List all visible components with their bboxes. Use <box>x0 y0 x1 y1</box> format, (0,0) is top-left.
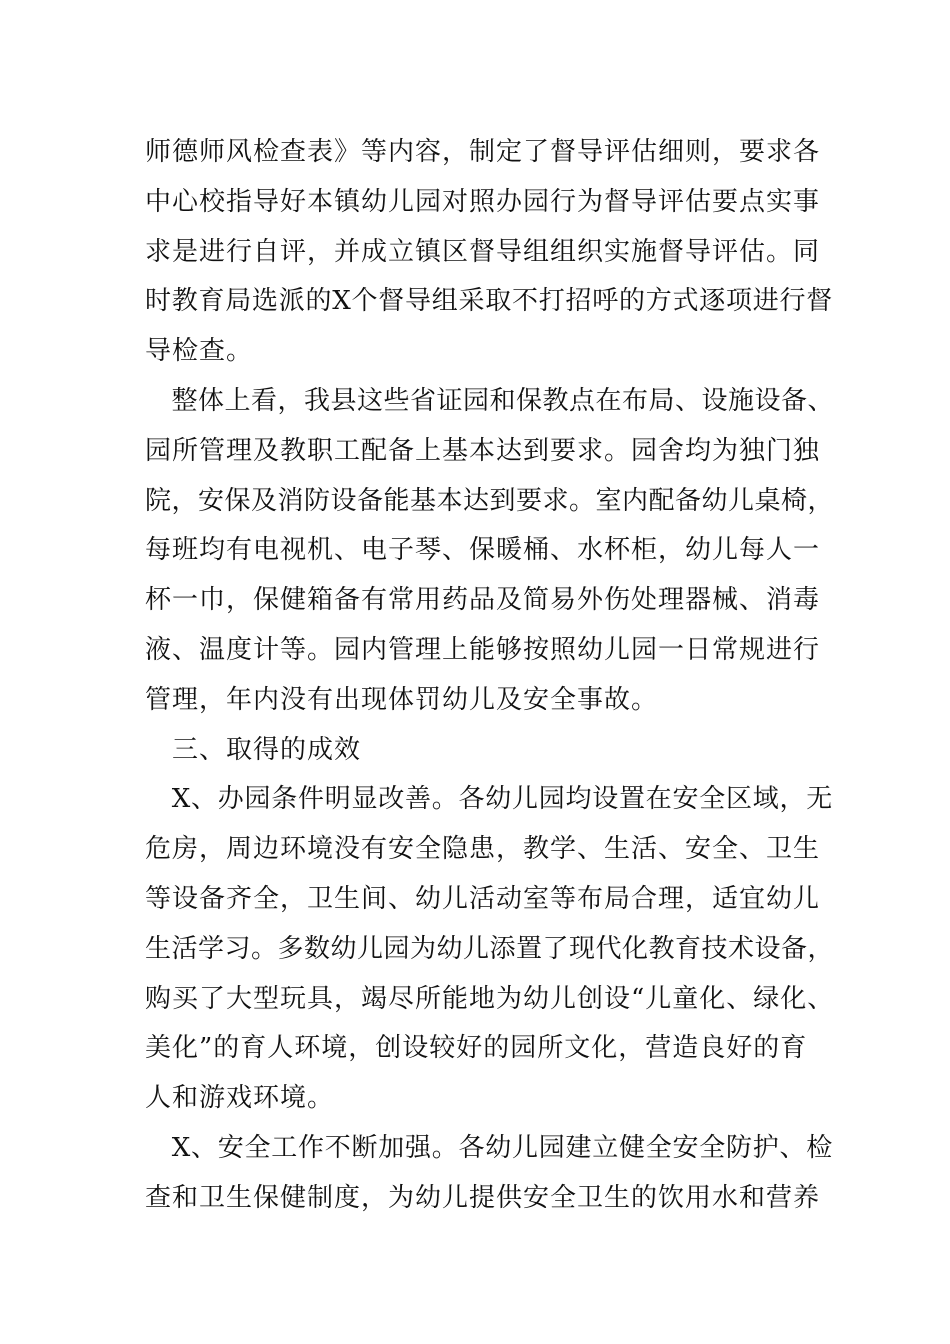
body-line: 导检查。 <box>145 336 254 367</box>
body-line: 等设备齐全，卫生间、幼儿活动室等布局合理，适宜幼儿 <box>145 883 821 914</box>
body-line: 购买了大型玩具，竭尽所能地为幼儿创设“儿童化、绿化、 <box>145 983 835 1014</box>
body-line: 危房，周边环境没有安全隐患，教学、生活、安全、卫生 <box>145 834 821 865</box>
document-body <box>145 128 835 1224</box>
body-line: X、安全工作不断加强。各幼儿园建立健全安全防护、检 <box>145 1132 834 1163</box>
body-line: 求是进行自评，并成立镇区督导组组织实施督导评估。同 <box>145 236 821 267</box>
body-line: X、办园条件明显改善。各幼儿园均设置在安全区域，无 <box>145 784 834 815</box>
body-line: 杯一巾，保健箱备有常用药品及简易外伤处理器械、消毒 <box>145 585 821 616</box>
body-line: 中心校指导好本镇幼儿园对照办园行为督导评估要点实事 <box>145 186 821 217</box>
body-line: 师德师风检查表》等内容，制定了督导评估细则，要求各 <box>145 137 821 167</box>
body-line: 美化”的育人环境，创设较好的园所文化，营造良好的育 <box>145 1033 808 1064</box>
body-line: 每班均有电视机、电子琴、保暖桶、水杯柜，幼儿每人一 <box>145 535 821 566</box>
body-line: 时教育局选派的X个督导组采取不打招呼的方式逐项进行督 <box>145 286 834 317</box>
body-line: 生活学习。多数幼儿园为幼儿添置了现代化教育技术设备， <box>145 933 835 964</box>
body-line: 院，安保及消防设备能基本达到要求。室内配备幼儿桌椅， <box>145 485 835 516</box>
body-line: 整体上看，我县这些省证园和保教点在布局、设施设备、 <box>145 385 835 416</box>
section-heading: 三、取得的成效 <box>145 734 362 765</box>
body-line: 人和游戏环境。 <box>145 1083 335 1114</box>
body-line: 查和卫生保健制度，为幼儿提供安全卫生的饮用水和营养 <box>145 1182 821 1213</box>
body-line: 液、温度计等。园内管理上能够按照幼儿园一日常规进行 <box>145 634 821 665</box>
body-line: 管理，年内没有出现体罚幼儿及安全事故。 <box>145 684 659 715</box>
body-line: 园所管理及教职工配备上基本达到要求。园舍均为独门独 <box>145 435 821 466</box>
